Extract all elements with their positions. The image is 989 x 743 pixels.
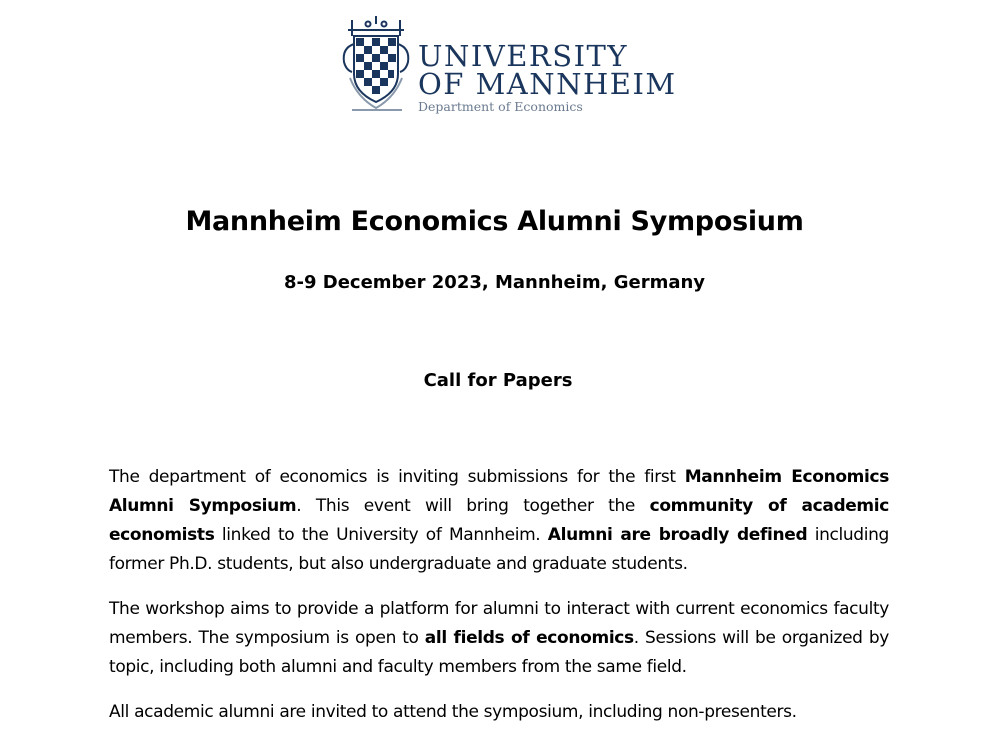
text-segment: The workshop aims to provide a platform for alumni to interact with current economics faculty members. The symposium is open to <box>109 599 889 648</box>
text-segment: linked to the University of Mannheim. <box>214 525 548 545</box>
logo-department-text: Department of Economics <box>418 99 583 114</box>
text-segment: . This event will bring together the <box>296 496 650 516</box>
section-heading: Call for Papers <box>423 370 573 391</box>
text-segment-bold: all fields of economics <box>424 628 634 648</box>
text-segment: All academic alumni are invited to attend the symposium, including non-presenters. <box>109 702 797 722</box>
paragraph <box>109 698 889 727</box>
text-segment: The department of economics is inviting submissions for the first <box>109 467 685 487</box>
text-segment: including former Ph.D. students, but also undergraduate and graduate students. <box>109 525 889 574</box>
text-segment-bold: community of academic economists <box>109 496 890 545</box>
body-text <box>109 463 889 743</box>
paragraph <box>109 595 889 682</box>
text-segment: . Sessions will be organized by topic, including both alumni and faculty members from the same field. <box>109 628 889 677</box>
paragraph <box>109 463 889 579</box>
text-segment-bold: Alumni are broadly defined <box>547 525 808 545</box>
text-segment-bold: Mannheim Economics Alumni Symposium <box>109 467 889 516</box>
event-date-location: 8-9 December 2023, Mannheim, Germany <box>283 272 706 293</box>
logo-university-text: UNIVERSITY <box>418 39 629 73</box>
logo-mannheim-text: OF MANNHEIM <box>418 67 677 101</box>
page-title: Mannheim Economics Alumni Symposium <box>185 206 804 237</box>
logo-underline <box>352 109 402 111</box>
university-crest-icon <box>338 14 414 114</box>
university-logo <box>338 14 677 118</box>
